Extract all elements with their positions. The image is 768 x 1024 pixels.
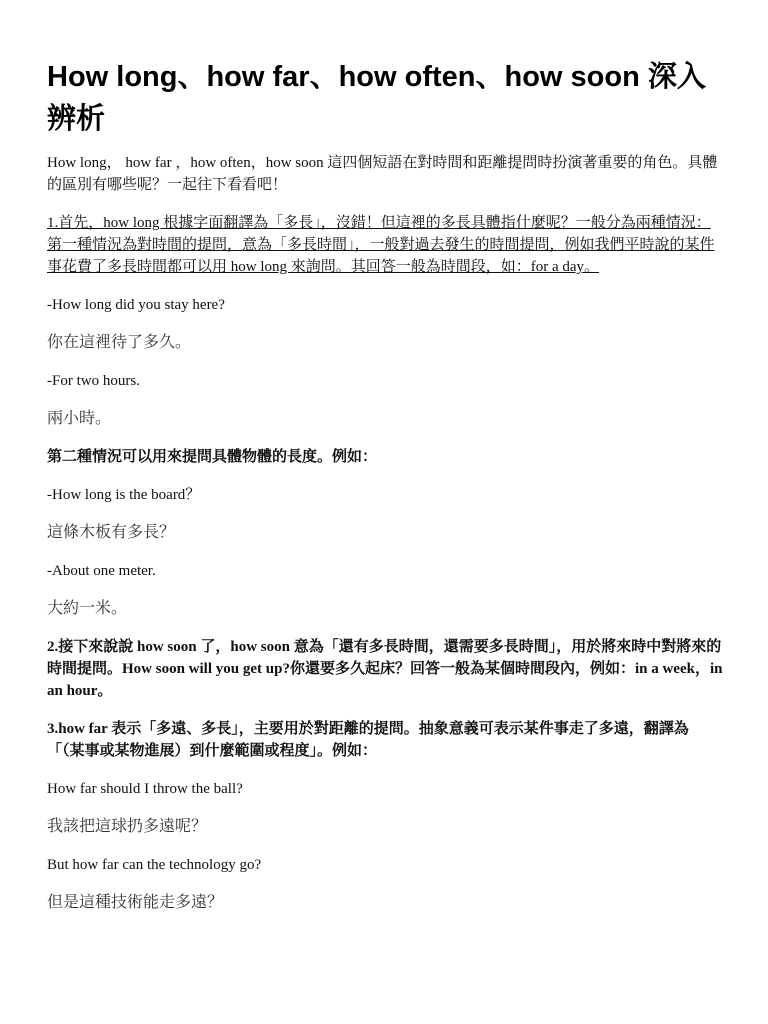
section1-paragraph: 1.首先，how long 根據字面翻譯為「多長」，沒錯！但這裡的多長具體指什麼呢？一般分為兩種情況：第一種情況為對時間的提問，意為「多長時間」，一般對過去發生的時間提問，例如我們平時說的某件事花費了多長時間都可以用 how long 來詢問。其回答一般為時間段，如：for a day。 — [47, 215, 715, 275]
example-sentence-zh: 你在這裡待了多久。 — [47, 334, 192, 351]
example-sentence-zh: 我該把這球扔多遠呢？ — [47, 818, 208, 835]
example-sentence-en: -About one meter. — [47, 563, 156, 579]
example-sentence-en: -For two hours. — [47, 373, 140, 389]
example-sentence-zh: 但是這種技術能走多遠？ — [47, 894, 224, 911]
intro-paragraph: How long， how far ，how often，how soon 這四個短語在對時間和距離提問時扮演著重要的角色。具體的區別有哪些呢？一起往下看看吧！ — [47, 155, 718, 193]
document-page — [47, 56, 723, 930]
example-sentence-en: -How long did you stay here? — [47, 297, 225, 313]
example-sentence-zh: 大約一米。 — [47, 600, 128, 617]
example-sentence-en: But how far can the technology go? — [47, 857, 262, 873]
page-title: How long、how far、how often、how soon 深入辨析 — [47, 61, 706, 135]
example-sentence-en: -How long is the board？ — [47, 487, 201, 503]
case2-heading: 第二種情況可以用來提問具體物體的長度。例如： — [47, 449, 378, 465]
example-sentence-zh: 兩小時。 — [47, 410, 112, 427]
section3-paragraph: 3.how far 表示「多遠、多長」，主要用於對距離的提問。抽象意義可表示某件事走了多遠，翻譯為「（某事或某物進展）到什麼範圍或程度」。例如： — [47, 721, 689, 759]
section2-paragraph: 2.接下來說說 how soon 了，how soon 意為「還有多長時間，還需要多長時間」，用於將來時中對將來的時間提問。How soon will you get up?你還要多久起床？回答一般為某個時間段內，例如：in a week，in an hour。 — [47, 639, 723, 699]
example-sentence-zh: 這條木板有多長？ — [47, 524, 176, 541]
example-sentence-en: How far should I throw the ball? — [47, 781, 243, 797]
